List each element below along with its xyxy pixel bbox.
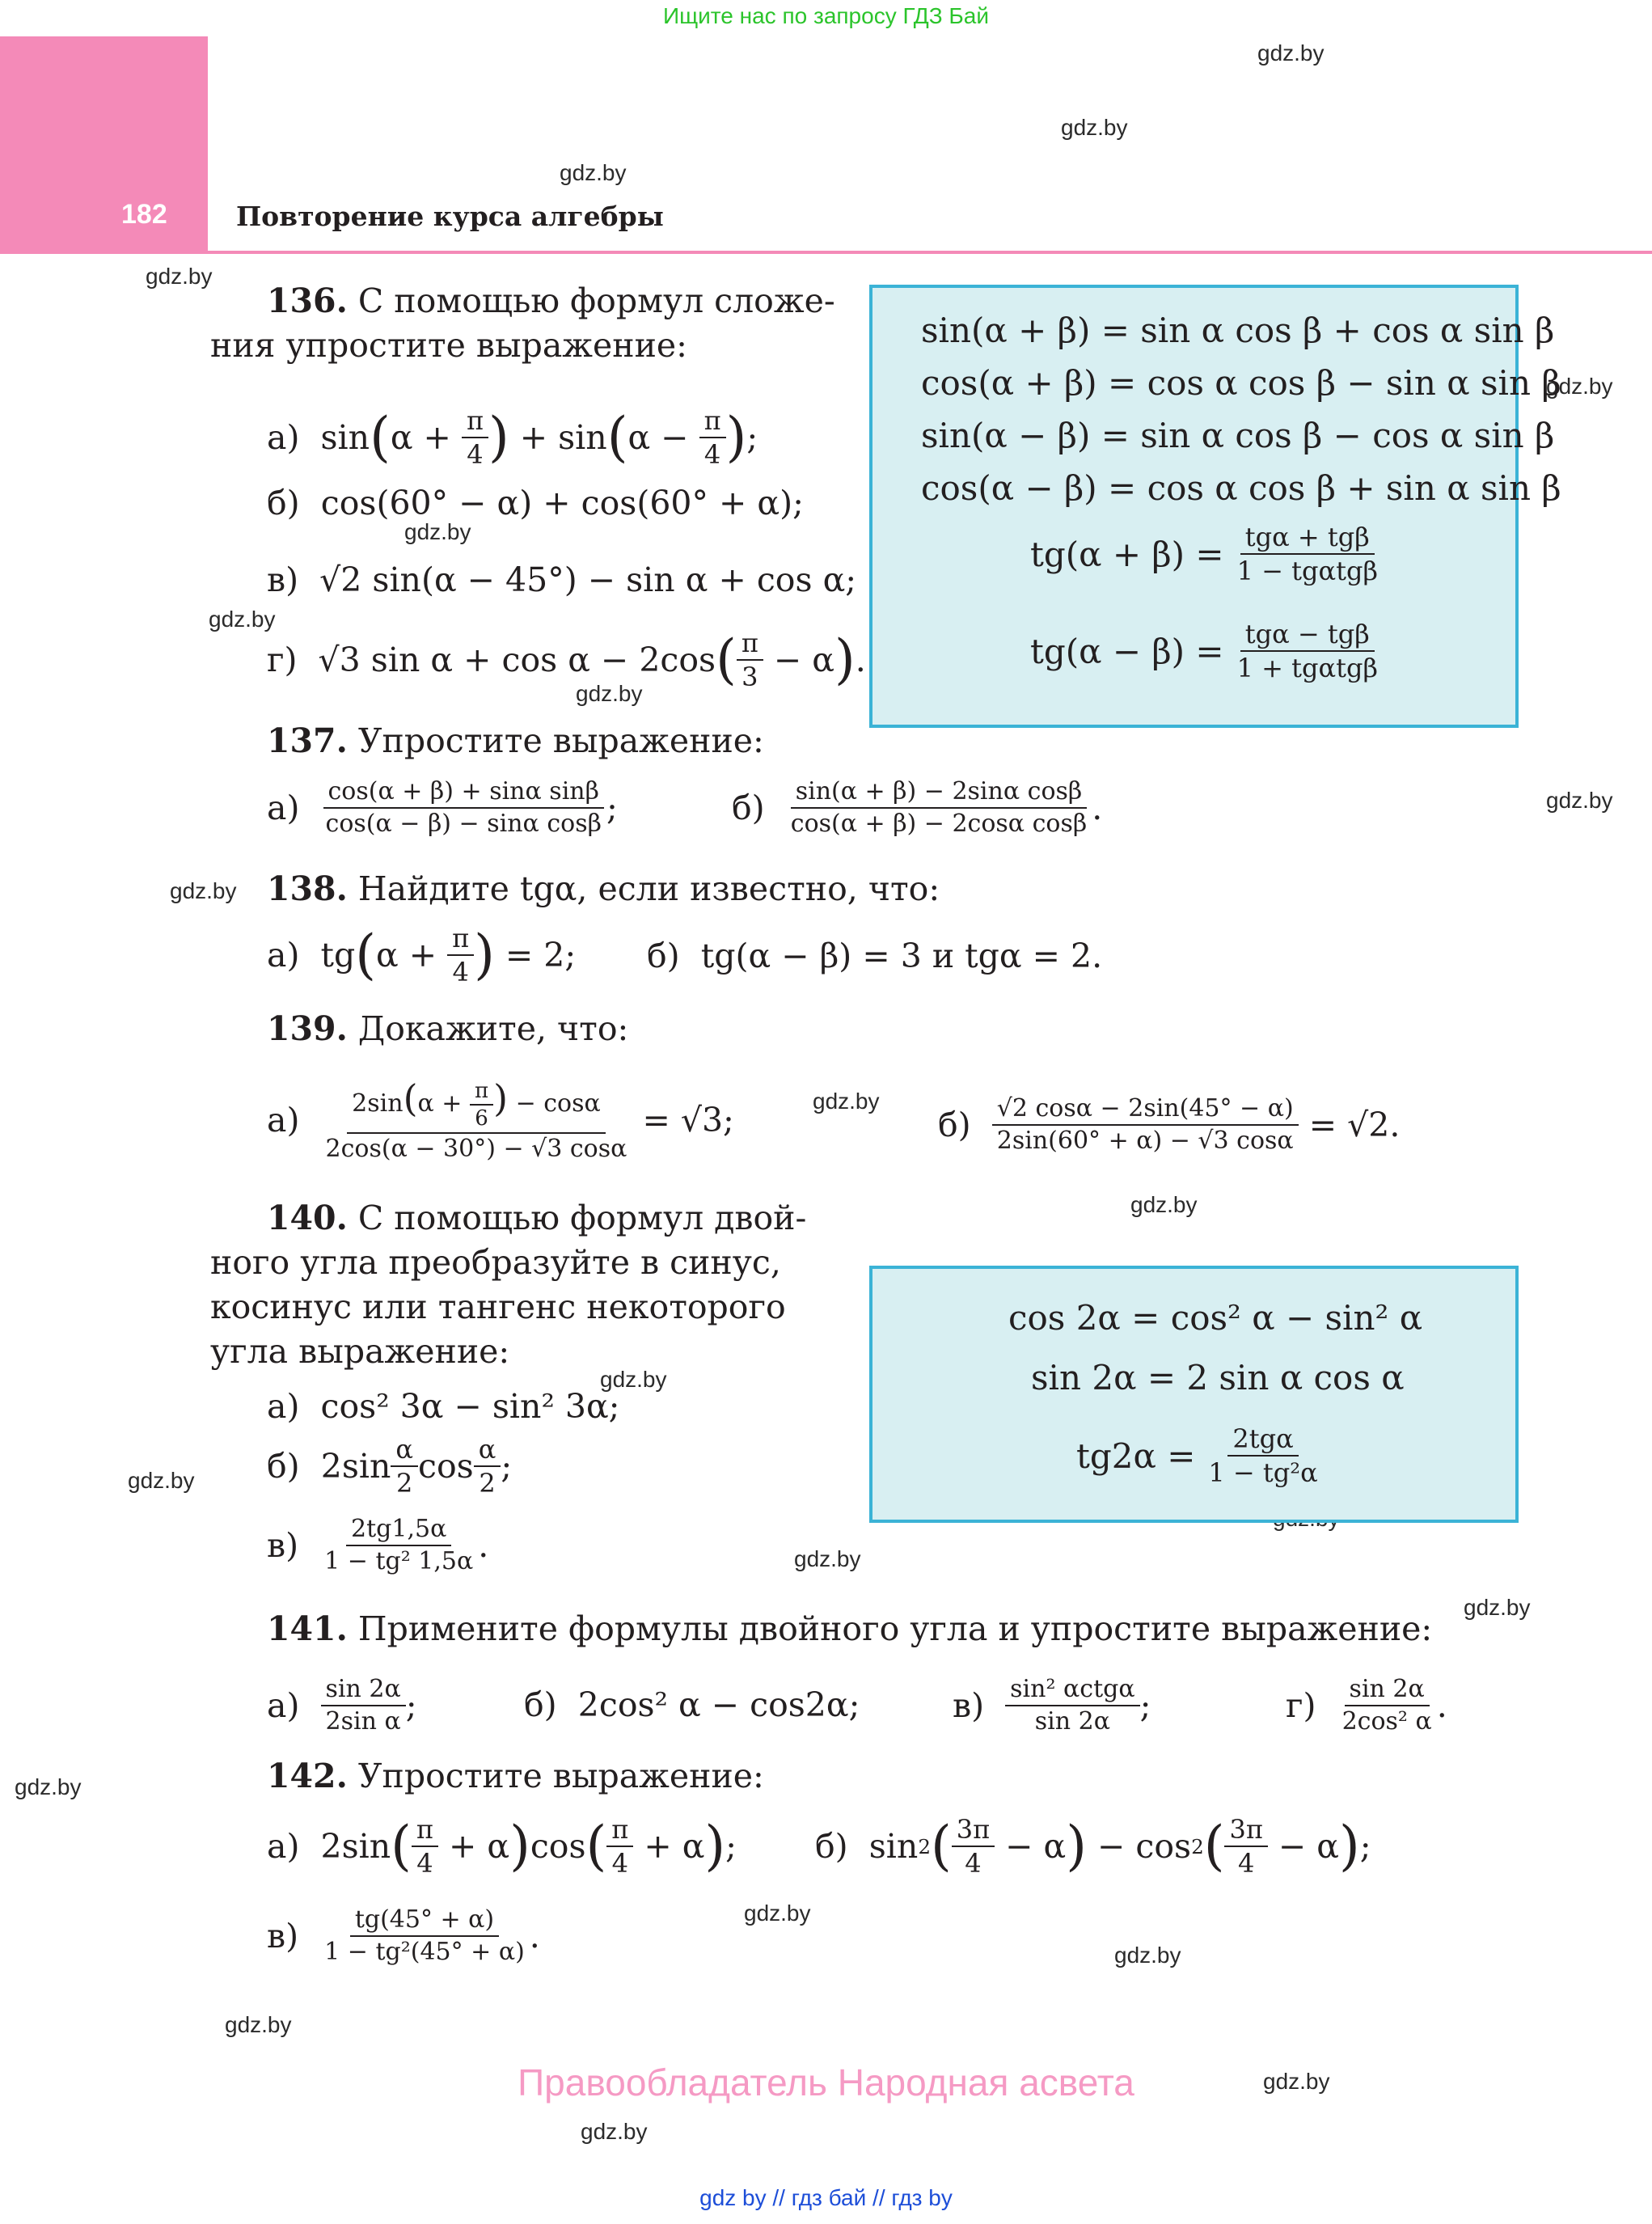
tg-diff-numerator: tgα − tgβ	[1240, 618, 1375, 652]
problem-141-a: а) $\frac{\sin 2\alpha}{\text{2sin α}}$ ;	[267, 1675, 417, 1736]
problem-136-line2: ния упростите выражение:	[210, 326, 687, 365]
problem-140-b: б) 2sin $\frac{\alpha}{2}$ cos $\frac{\alpha}{2}$ ;	[267, 1434, 513, 1499]
problem-137-title: 137. Упростите выражение:	[267, 721, 764, 760]
watermark: gdz.by	[1464, 1595, 1531, 1620]
header-color-block	[0, 36, 208, 253]
problem-141-v: в) $\frac{\text{sin² αctgα}}{\sin 2\alpha}$ ;	[953, 1675, 1151, 1736]
watermark: gdz.by	[170, 878, 237, 903]
watermark: gdz.by	[404, 519, 471, 544]
problem-141-b: б) 2cos² α − cos2α;	[524, 1685, 860, 1724]
formula-cos-sum: cos(α + β) = cos α cos β − sin α sin β	[921, 363, 1561, 403]
footer-ad-links[interactable]: gdz by // гдз бай // гдз by	[699, 2185, 953, 2210]
problem-140-v: в) $\frac{2tg1,5\alpha}{\text{1 − tg² 1,5α}}$ .	[267, 1515, 489, 1575]
problem-137-b: б) $\frac{\text{sin(α + β) − 2sinα cosβ}}{\text{cos(α + β) − 2cosα cosβ}}$ .	[732, 777, 1103, 838]
problem-140-line2: ного угла преобразуйте в синус,	[210, 1243, 781, 1282]
tg-sum-left: tg(α + β) =	[1030, 534, 1224, 574]
watermark: gdz.by	[576, 681, 643, 706]
problem-141-g: г) $\frac{\sin 2\alpha}{\text{2cos² α}}$ .	[1286, 1675, 1447, 1736]
tg-sum-denominator: 1 − tgαtgβ	[1236, 556, 1378, 586]
double-angle-formulas-box	[869, 1266, 1519, 1523]
copyright-notice: Правообладатель Народная асвета	[518, 2061, 1134, 2103]
problem-136-line1: 136. С помощью формул сложе-	[267, 281, 835, 320]
watermark: gdz.by	[1130, 1192, 1198, 1217]
formula-tg-diff	[1030, 618, 1383, 684]
formula-cos-double: cos 2α = cos² α − sin² α	[1008, 1298, 1423, 1338]
watermark: gdz.by	[600, 1367, 667, 1392]
problem-138-b: б) tg(α − β) = 3 и tgα = 2.	[647, 937, 1103, 975]
problem-141-title: 141. Примените формулы двойного угла и упростите выражение:	[267, 1609, 1433, 1648]
problem-139-a: а) 2sin(α + $\frac{\pi}{6}$ ) − cosα 2cos(α − 30°) − √3 cosα = √3;	[267, 1076, 734, 1163]
watermark: gdz.by	[1263, 2069, 1330, 2094]
problem-140-a: а) cos² 3α − sin² 3α;	[267, 1387, 620, 1426]
watermark: gdz.by	[1257, 40, 1325, 66]
watermark: gdz.by	[15, 1774, 82, 1799]
problem-136-v: в) √2 sin(α − 45°) − sin α + cos α;	[267, 560, 857, 599]
problem-136-g: г) √3 sin α + cos α − 2cos ( $\frac{\pi}{3}$ − α ) .	[267, 628, 866, 692]
top-ad-link[interactable]: Ищите нас по запросу ГДЗ Бай	[662, 3, 990, 28]
tg-diff-denominator: 1 + tgαtgβ	[1236, 653, 1378, 683]
tg-sum-numerator: tgα + tgβ	[1240, 521, 1375, 555]
formula-sin-sum: sin(α + β) = sin α cos β + cos α sin β	[921, 311, 1555, 350]
watermark: gdz.by	[1114, 1943, 1181, 1968]
problem-142-a: а) 2sin ( $\frac{\pi}{4}$ + α ) cos ( $\frac{\pi}{4}$ + α ) ;	[267, 1814, 737, 1879]
watermark: gdz.by	[794, 1546, 861, 1571]
watermark: gdz.by	[128, 1468, 195, 1493]
watermark: gdz.by	[581, 2119, 648, 2144]
problem-136-a: а) sin ( α + $\frac{\pi}{4}$ ) + sin ( α − $\frac{\pi}{4}$ ) ;	[267, 405, 758, 470]
problem-140-line1: 140. С помощью формул двой-	[267, 1199, 807, 1237]
problem-140-line3: косинус или тангенс некоторого	[210, 1287, 786, 1326]
problem-137-a: а) $\frac{\text{cos(α + β) + sinα sinβ}}{\text{cos(α − β) − sinα cosβ}}$ ;	[267, 777, 618, 838]
watermark: gdz.by	[1546, 374, 1613, 399]
problem-142-v: в) $\frac{tg(45^\circ + \alpha)}{\text{1 − tg²(45° + α)}}$ .	[267, 1905, 540, 1966]
watermark: gdz.by	[813, 1089, 880, 1114]
problem-142-b: б) sin 2 ( $\frac{3\pi}{4}$ − α ) − cos 2 ( $\frac{3\pi}{4}$ − α ) ;	[815, 1814, 1371, 1879]
problem-138-title: 138. Найдите tgα, если известно, что:	[267, 869, 940, 908]
watermark: gdz.by	[225, 2012, 292, 2037]
problem-139-b: б) $\frac{√2 \cos\alpha - 2\sin(45^\circ - \alpha)}{2\sin(60^\circ + \alpha) - √3 \cos\alpha}$ = √2.	[938, 1094, 1401, 1155]
watermark: gdz.by	[1546, 788, 1613, 813]
problem-136-b: б) cos(60° − α) + cos(60° + α);	[267, 484, 804, 522]
formula-cos-diff: cos(α − β) = cos α cos β + sin α sin β	[921, 468, 1561, 508]
problem-142-title: 142. Упростите выражение:	[267, 1757, 764, 1795]
addition-formulas-box	[869, 285, 1561, 728]
formula-tg-sum	[1030, 521, 1383, 587]
tg-diff-left: tg(α − β) =	[1030, 631, 1224, 671]
problem-139-title: 139. Докажите, что:	[267, 1009, 629, 1048]
watermark: gdz.by	[146, 264, 213, 289]
watermark: gdz.by	[560, 160, 627, 185]
watermark: gdz.by	[744, 1901, 811, 1926]
header-rule	[0, 251, 1652, 254]
watermark: gdz.by	[1061, 115, 1128, 140]
page-number: 182	[121, 199, 167, 230]
problem-140-line4: угла выражение:	[210, 1332, 510, 1371]
formula-sin-double: sin 2α = 2 sin α cos α	[1031, 1358, 1405, 1397]
running-title: Повторение курса алгебры	[236, 201, 664, 232]
problem-138-a: а) tg ( α + $\frac{\pi}{4}$ ) = 2;	[267, 923, 577, 987]
formula-tg-double: tg2α = $\frac{\text{2tgα}}{\text{1 − tg²α}}$	[1076, 1423, 1318, 1488]
watermark: gdz.by	[209, 607, 276, 632]
formula-sin-diff: sin(α − β) = sin α cos β − cos α sin β	[921, 416, 1555, 455]
